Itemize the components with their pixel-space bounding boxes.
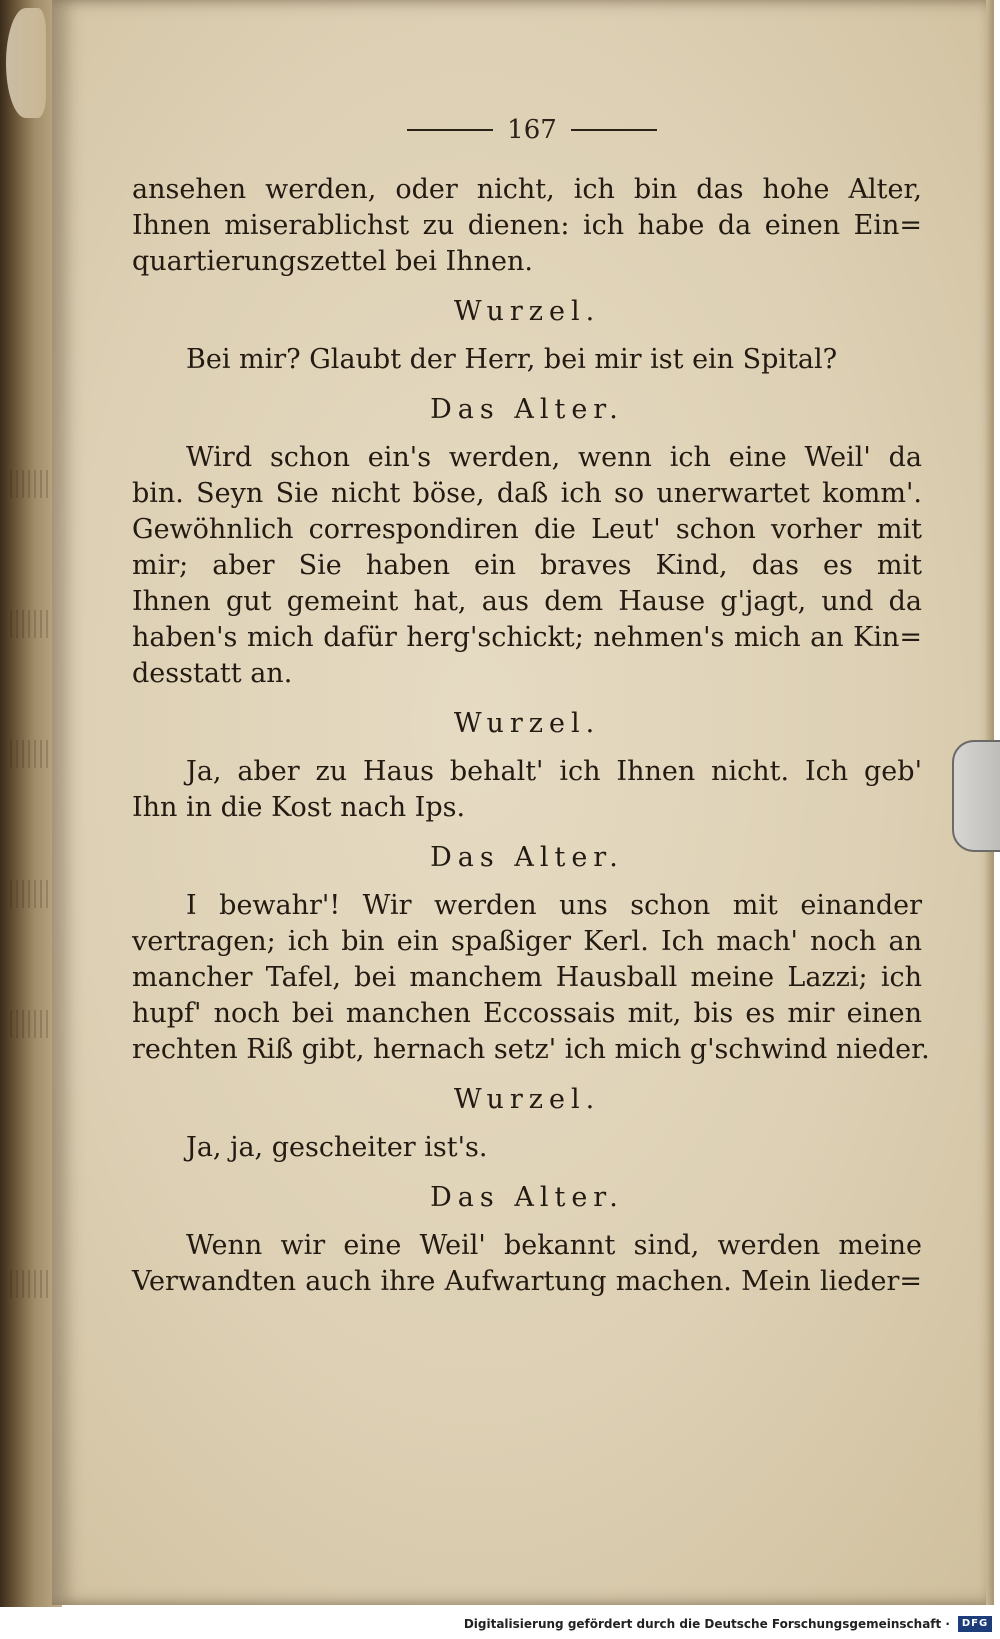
speaker-name: Das Alter. bbox=[430, 842, 624, 873]
digitization-footer bbox=[0, 1607, 1000, 1639]
text-line: Ihnen gut gemeint hat, aus dem Hause g'jagt, und da bbox=[132, 586, 922, 617]
text-line: Wenn wir eine Weil' bekannt sind, werden meine bbox=[186, 1230, 922, 1261]
page-curl bbox=[6, 8, 46, 118]
text-line: Bei mir? Glaubt der Herr, bei mir ist ein Spital? bbox=[186, 344, 838, 375]
page-number: 167 bbox=[507, 115, 557, 145]
text-line: vertragen; ich bin ein spaßiger Kerl. Ich mach' noch an bbox=[132, 926, 922, 957]
text-line: Ja, ja, gescheiter ist's. bbox=[186, 1132, 488, 1163]
text-line: quartierungszettel bei Ihnen. bbox=[132, 246, 533, 277]
bleed-through-text bbox=[10, 740, 50, 768]
speaker-name: Das Alter. bbox=[430, 1182, 624, 1213]
book-clasp-tab bbox=[952, 740, 1000, 852]
dfg-logo: DFG bbox=[958, 1616, 992, 1632]
text-line: Wird schon ein's werden, wenn ich eine Weil' da bbox=[186, 442, 922, 473]
text-line: Verwandten auch ihre Aufwartung machen. Mein lieder= bbox=[132, 1266, 922, 1297]
speaker-name: Wurzel. bbox=[453, 708, 601, 739]
text-line: hupf' noch bei manchen Eccossais mit, bis es mir einen bbox=[132, 998, 922, 1029]
speaker-name: Das Alter. bbox=[430, 394, 624, 425]
bleed-through-text bbox=[10, 470, 50, 498]
speaker-name: Wurzel. bbox=[453, 1084, 601, 1115]
book-page bbox=[52, 0, 994, 1605]
text-line: desstatt an. bbox=[132, 658, 293, 689]
text-line: Gewöhnlich correspondiren die Leut' schon vorher mit bbox=[132, 514, 922, 545]
bleed-through-text bbox=[10, 1010, 50, 1038]
text-line: Ja, aber zu Haus behalt' ich Ihnen nicht. Ich geb' bbox=[186, 756, 922, 787]
text-line: Ihnen miserablichst zu dienen: ich habe da einen Ein= bbox=[132, 210, 922, 241]
text-line: bin. Seyn Sie nicht böse, daß ich so unerwartet komm'. bbox=[132, 478, 922, 509]
bleed-through-text bbox=[10, 1270, 50, 1298]
text-line: ansehen werden, oder nicht, ich bin das hohe Alter, bbox=[132, 174, 922, 205]
text-line: Ihn in die Kost nach Ips. bbox=[132, 792, 466, 823]
page-text bbox=[132, 172, 930, 1300]
text-line: haben's mich dafür herg'schickt; nehmen's mich an Kin= bbox=[132, 622, 922, 653]
text-line: rechten Riß gibt, hernach setz' ich mich g'schwind nieder. bbox=[132, 1034, 930, 1065]
header-rule-left bbox=[407, 129, 493, 131]
text-line: I bewahr'! Wir werden uns schon mit einander bbox=[186, 890, 922, 921]
header-rule-right bbox=[571, 129, 657, 131]
page-header bbox=[372, 112, 692, 148]
text-line: mancher Tafel, bei manchem Hausball meine Lazzi; ich bbox=[132, 962, 922, 993]
text-line: mir; aber Sie haben ein braves Kind, das es mit bbox=[132, 550, 922, 581]
speaker-name: Wurzel. bbox=[453, 296, 601, 327]
bleed-through-text bbox=[10, 880, 50, 908]
funding-notice: Digitalisierung gefördert durch die Deutsche Forschungsgemeinschaft · bbox=[463, 1617, 950, 1631]
bleed-through-text bbox=[10, 610, 50, 638]
